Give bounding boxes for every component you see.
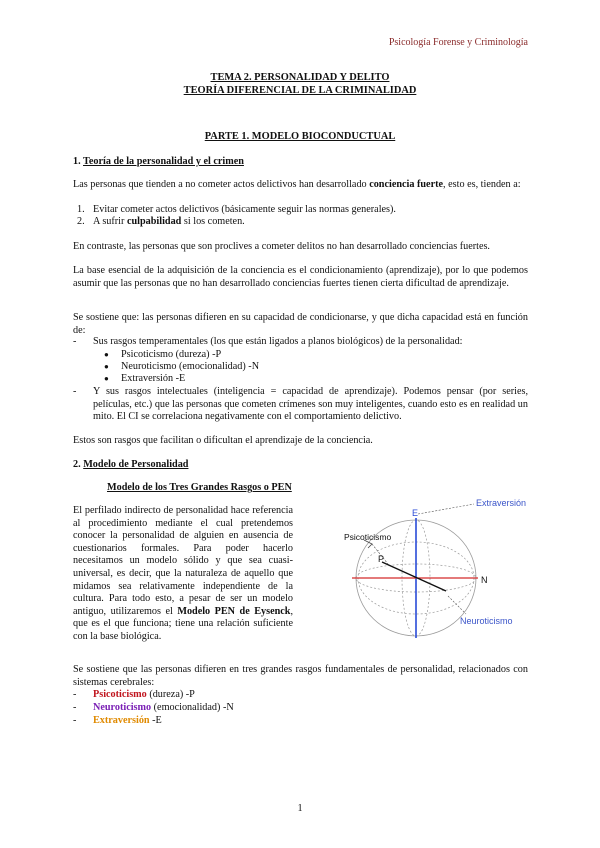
section-1-heading-text: Teoría de la personalidad y el crimen: [83, 156, 244, 167]
dash-item: - Y sus rasgos intelectuales (inteligencia = capacidad de aprendizaje). Podemos pensar (por series, películas, etc.) que las personas que cometen crímenes son muy inteligentes, cuando esto es en realidad un mito. El CI se correlaciona negativamente con el comportamiento delictivo.: [73, 386, 528, 423]
trait-item: - Extraversión -E: [73, 715, 162, 726]
list-bold: culpabilidad: [126, 216, 182, 227]
paragraph-three-traits: Se sostiene que las personas difieren en tres grandes rasgos fundamentales de personalidad, relacionados con sistemas cerebrales:: [73, 664, 528, 688]
neuroticismo-label: Neuroticismo: [460, 616, 513, 626]
list-text: Evitar cometer actos delictivos (básicamente seguir las normas generales).: [93, 204, 396, 215]
list-number: 2.: [77, 216, 85, 227]
trait-text: (dureza) -P: [146, 689, 195, 700]
col-text-a: El perfilado indirecto de personalidad hace referencia al procedimiento mediante el cual pretendemos conocer la personalidad de alguien en ausencia de cuestionarios formales. Para poder hacerlo necesitamos un modelo sólido y que sea cuasi-universal, es decir, que la naturaleza de aquello que midamos sea relativamente independiente de la cultura. Para todo esto, a pesar de ser un modelo antiguo, utilizaremos el: [73, 505, 293, 617]
section-1-heading: 1. Teoría de la personalidad y el crimen: [73, 156, 244, 167]
bullet-dot-icon: ●: [104, 350, 109, 359]
trait-text: (emocionalidad) -N: [151, 702, 234, 713]
paragraph-contrast: En contraste, las personas que son proclives a cometer delitos no han desarrollado conciencias fuertes.: [73, 241, 490, 252]
chapter-title: TEMA 2. PERSONALIDAD Y DELITO: [210, 72, 390, 83]
dash-text: Y sus rasgos intelectuales (inteligencia = capacidad de aprendizaje). Podemos pensar (por series, películas, etc.) que las personas que cometen crímenes son muy inteligentes, cuando esto es en realidad un mito. El CI se correlaciona negativamente con el comportamiento delictivo.: [93, 386, 528, 423]
section-2-heading: 2. Modelo de Personalidad: [73, 459, 189, 470]
list-text: si los cometen.: [181, 216, 245, 227]
bullet-text: Neuroticismo (emocionalidad) -N: [121, 361, 260, 372]
bullet-text: Extraversión -E: [121, 373, 186, 384]
trait-name: Extraversión: [93, 715, 150, 726]
extraversion-leader: [418, 504, 474, 514]
p1-text-b: , esto es, tienden a:: [443, 179, 521, 190]
list-text: A sufrir: [93, 216, 127, 227]
pen-model-diagram: [338, 492, 538, 642]
n-letter: N: [481, 575, 488, 585]
bullet-dot-icon: ●: [104, 362, 109, 371]
section-2-heading-text: Modelo de Personalidad: [83, 459, 189, 470]
p1-text-a: Las personas que tienden a no cometer actos delictivos han desarrollado: [73, 179, 370, 190]
psicoticismo-label: Psicoticismo: [344, 532, 392, 542]
col-bold: Modelo PEN de Eysenck: [177, 605, 291, 617]
e-letter: E: [412, 508, 419, 518]
p-axis: [382, 562, 446, 591]
list-item: [73, 216, 528, 229]
trait-item: - Neuroticismo (emocionalidad) -N: [73, 702, 234, 713]
page-number: 1: [297, 803, 303, 814]
chapter-subtitle: TEORÍA DIFERENCIAL DE LA CRIMINALIDAD: [183, 85, 417, 96]
trait-text: -E: [149, 715, 162, 726]
bullet-text: Psicoticismo (dureza) -P: [121, 349, 222, 360]
trait-name: Neuroticismo: [93, 702, 152, 713]
paragraph-conscience: [73, 179, 528, 192]
trait-name: Psicoticismo: [93, 689, 147, 700]
dash-text: Sus rasgos temperamentales (los que están ligados a planos biológicos) de la personalidad:: [93, 336, 463, 347]
paragraph-capacity: Se sostiene que: las personas difieren en su capacidad de condicionarse, y que dicha capacidad está en función de:: [73, 312, 528, 336]
extraversion-label: Extraversión: [476, 498, 527, 508]
section-2-subheading: Modelo de los Tres Grandes Rasgos o PEN: [107, 482, 292, 493]
running-header: Psicología Forense y Criminología: [388, 37, 528, 48]
trait-item: - Psicoticismo (dureza) -P: [73, 689, 195, 700]
p-letter: P: [378, 554, 385, 564]
dash-item: - Sus rasgos temperamentales (los que están ligados a planos biológicos) de la personalidad:: [73, 336, 528, 349]
paragraph-profiling: [73, 505, 293, 644]
list-number: 1.: [77, 204, 85, 215]
col-text-b: , que es el que funciona; tiene una relación suficiente con la base biológica.: [73, 605, 293, 642]
p1-bold: conciencia fuerte: [369, 179, 444, 190]
bullet-dot-icon: ●: [104, 374, 109, 383]
paragraph-conditioning: La base esencial de la adquisición de la conciencia es el condicionamiento (aprendizaje), por lo que podemos asumir que las personas que no han desarrollado conciencias fuertes tienen cierta dificultad de aprendizaje.: [73, 265, 528, 289]
part-title: PARTE 1. MODELO BIOCONDUCTUAL: [204, 131, 396, 142]
paragraph-summary: Estos son rasgos que facilitan o dificultan el aprendizaje de la conciencia.: [73, 435, 373, 446]
